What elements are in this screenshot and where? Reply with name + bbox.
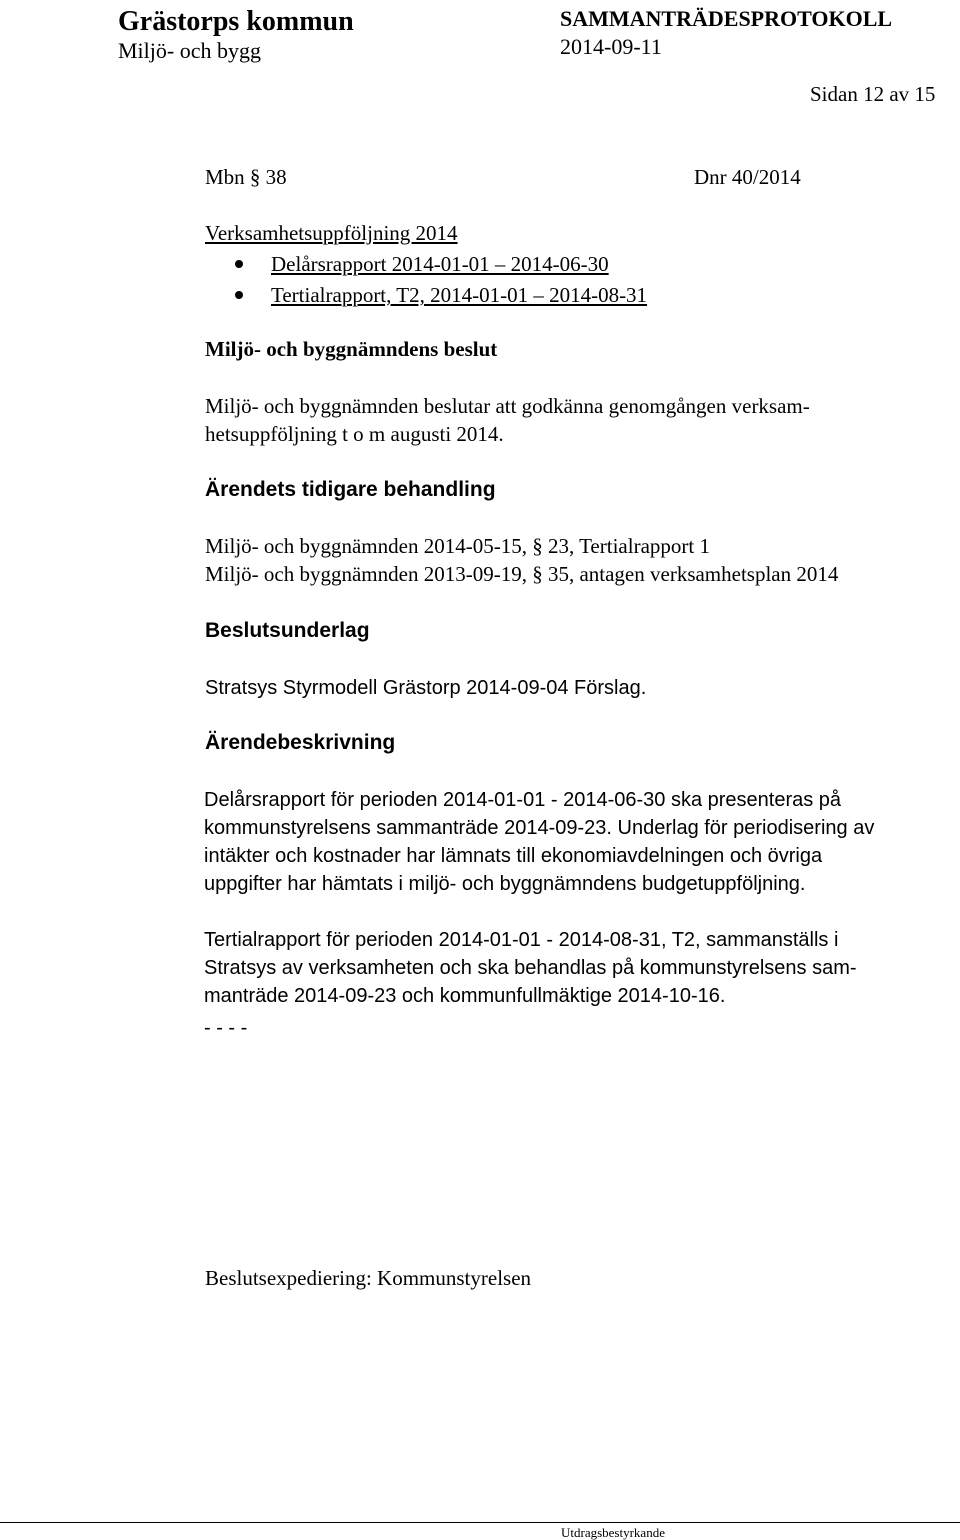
footer-divider (0, 1522, 960, 1523)
meeting-date: 2014-09-11 (560, 34, 662, 59)
diary-number: Dnr 40/2014 (694, 165, 801, 189)
footer-certification-label: Utdragsbestyrkande (561, 1525, 665, 1540)
description-line: intäkter och kostnader har lämnats till ekonomiavdelningen och övriga (204, 845, 823, 867)
subject-bullet (235, 250, 609, 278)
description-paragraph (204, 926, 857, 1010)
subject-bullet (235, 281, 647, 309)
previous-handling-heading: Ärendets tidigare behandling (205, 478, 496, 501)
municipality-name: Grästorps kommun (118, 6, 354, 37)
description-line: Tertialrapport för perioden 2014-01-01 - 2014-08-31, T2, sammanställs i (204, 929, 839, 951)
description-line: manträde 2014-09-23 och kommunfullmäktige 2014-10-16. (204, 985, 726, 1007)
description-line: Stratsys av verksamheten och ska behandlas på kommunstyrelsens sam- (204, 957, 857, 979)
decision-text (205, 392, 810, 448)
bullet-icon (235, 260, 243, 268)
previous-handling-line: Miljö- och byggnämnden 2014-05-15, § 23, Tertialrapport 1 (205, 534, 710, 558)
description-line: uppgifter har hämtats i miljö- och byggnämndens budgetuppföljning. (204, 873, 806, 895)
decision-line: hetsuppföljning t o m augusti 2014. (205, 422, 504, 446)
bullet-text: Delårsrapport 2014-01-01 – 2014-06-30 (271, 252, 609, 276)
department-name: Miljö- och bygg (118, 38, 261, 63)
subject-title: Verksamhetsuppföljning 2014 (205, 221, 458, 245)
page-number: Sidan 12 av 15 (810, 82, 936, 106)
basis-text: Stratsys Styrmodell Grästorp 2014-09-04 Förslag. (205, 677, 647, 699)
section-separator: - - - - (204, 1017, 248, 1039)
decision-dispatch: Beslutsexpediering: Kommunstyrelsen (205, 1266, 532, 1290)
bullet-icon (235, 291, 243, 299)
document-type: SAMMANTRÄDESPROTOKOLL (560, 6, 893, 31)
basis-heading: Beslutsunderlag (205, 619, 370, 642)
bullet-text: Tertialrapport, T2, 2014-01-01 – 2014-08-31 (271, 283, 648, 307)
description-line: kommunstyrelsens sammanträde 2014-09-23. Underlag för periodisering av (204, 817, 875, 839)
paragraph-reference: Mbn § 38 (205, 165, 287, 189)
description-heading: Ärendebeskrivning (205, 731, 396, 754)
decision-line: Miljö- och byggnämnden beslutar att godkänna genomgången verksam- (205, 394, 810, 418)
description-line: Delårsrapport för perioden 2014-01-01 - 2014-06-30 ska presenteras på (204, 789, 842, 811)
decision-heading: Miljö- och byggnämndens beslut (205, 337, 498, 361)
previous-handling-list (205, 532, 838, 588)
description-paragraph (204, 786, 874, 898)
previous-handling-line: Miljö- och byggnämnden 2013-09-19, § 35, antagen verksamhetsplan 2014 (205, 562, 839, 586)
